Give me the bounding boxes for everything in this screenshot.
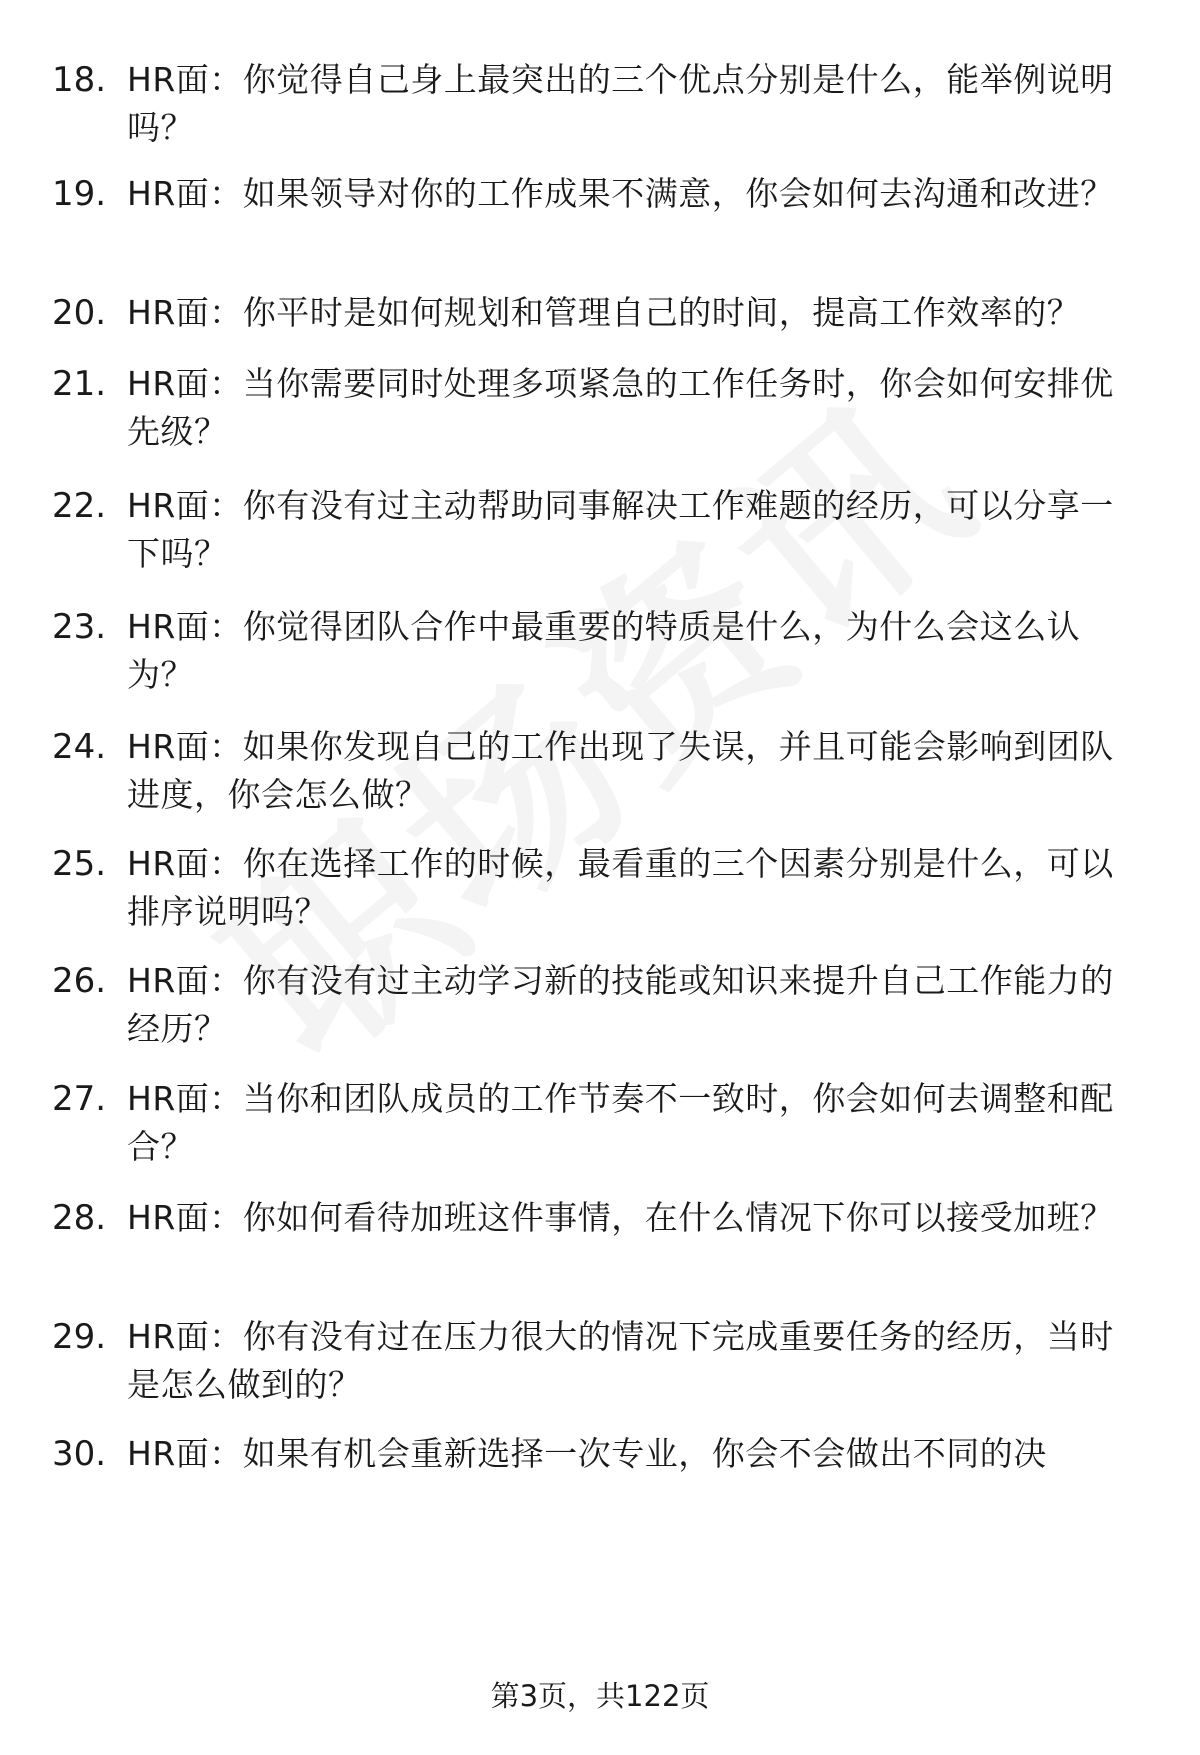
item-text: HR面：你如何看待加班这件事情，在什么情况下你可以接受加班？ (127, 1198, 1114, 1237)
item-text: HR面：你觉得自己身上最突出的三个优点分别是什么，能举例说明吗？ (127, 60, 1114, 147)
item-number: 29. (52, 1317, 107, 1357)
item-number: 23. (52, 607, 107, 647)
item-number: 26. (52, 961, 107, 1001)
item-text: HR面：你在选择工作的时候，最看重的三个因素分别是什么，可以排序说明吗？ (127, 844, 1114, 931)
item-number: 28. (52, 1198, 107, 1238)
item-text: HR面：你觉得团队合作中最重要的特质是什么，为什么会这么认为？ (127, 607, 1081, 694)
item-number: 19. (52, 174, 107, 214)
item-number: 18. (52, 60, 107, 100)
item-text: HR面：如果领导对你的工作成果不满意，你会如何去沟通和改进？ (127, 174, 1114, 213)
item-number: 22. (52, 486, 107, 526)
item-text: HR面：你平时是如何规划和管理自己的时间，提高工作效率的？ (127, 293, 1081, 332)
item-number: 20. (52, 293, 107, 333)
item-text: HR面：你有没有过主动帮助同事解决工作难题的经历，可以分享一下吗？ (127, 486, 1114, 573)
item-number: 21. (52, 364, 107, 404)
item-number: 24. (52, 727, 107, 767)
item-number: 27. (52, 1079, 107, 1119)
item-text: HR面：你有没有过在压力很大的情况下完成重要任务的经历，当时是怎么做到的？ (127, 1317, 1114, 1404)
item-text: HR面：当你需要同时处理多项紧急的工作任务时，你会如何安排优先级？ (127, 364, 1114, 451)
item-number: 25. (52, 844, 107, 884)
item-number: 30. (52, 1434, 107, 1474)
page-footer: 第3页，共122页 (490, 1679, 710, 1713)
item-text: HR面：如果你发现自己的工作出现了失误，并且可能会影响到团队进度，你会怎么做？ (127, 727, 1114, 814)
item-text: HR面：如果有机会重新选择一次专业，你会不会做出不同的决 (127, 1434, 1047, 1473)
item-text: HR面：你有没有过主动学习新的技能或知识来提升自己工作能力的经历？ (127, 961, 1114, 1048)
item-text: HR面：当你和团队成员的工作节奏不一致时，你会如何去调整和配合？ (127, 1079, 1114, 1166)
